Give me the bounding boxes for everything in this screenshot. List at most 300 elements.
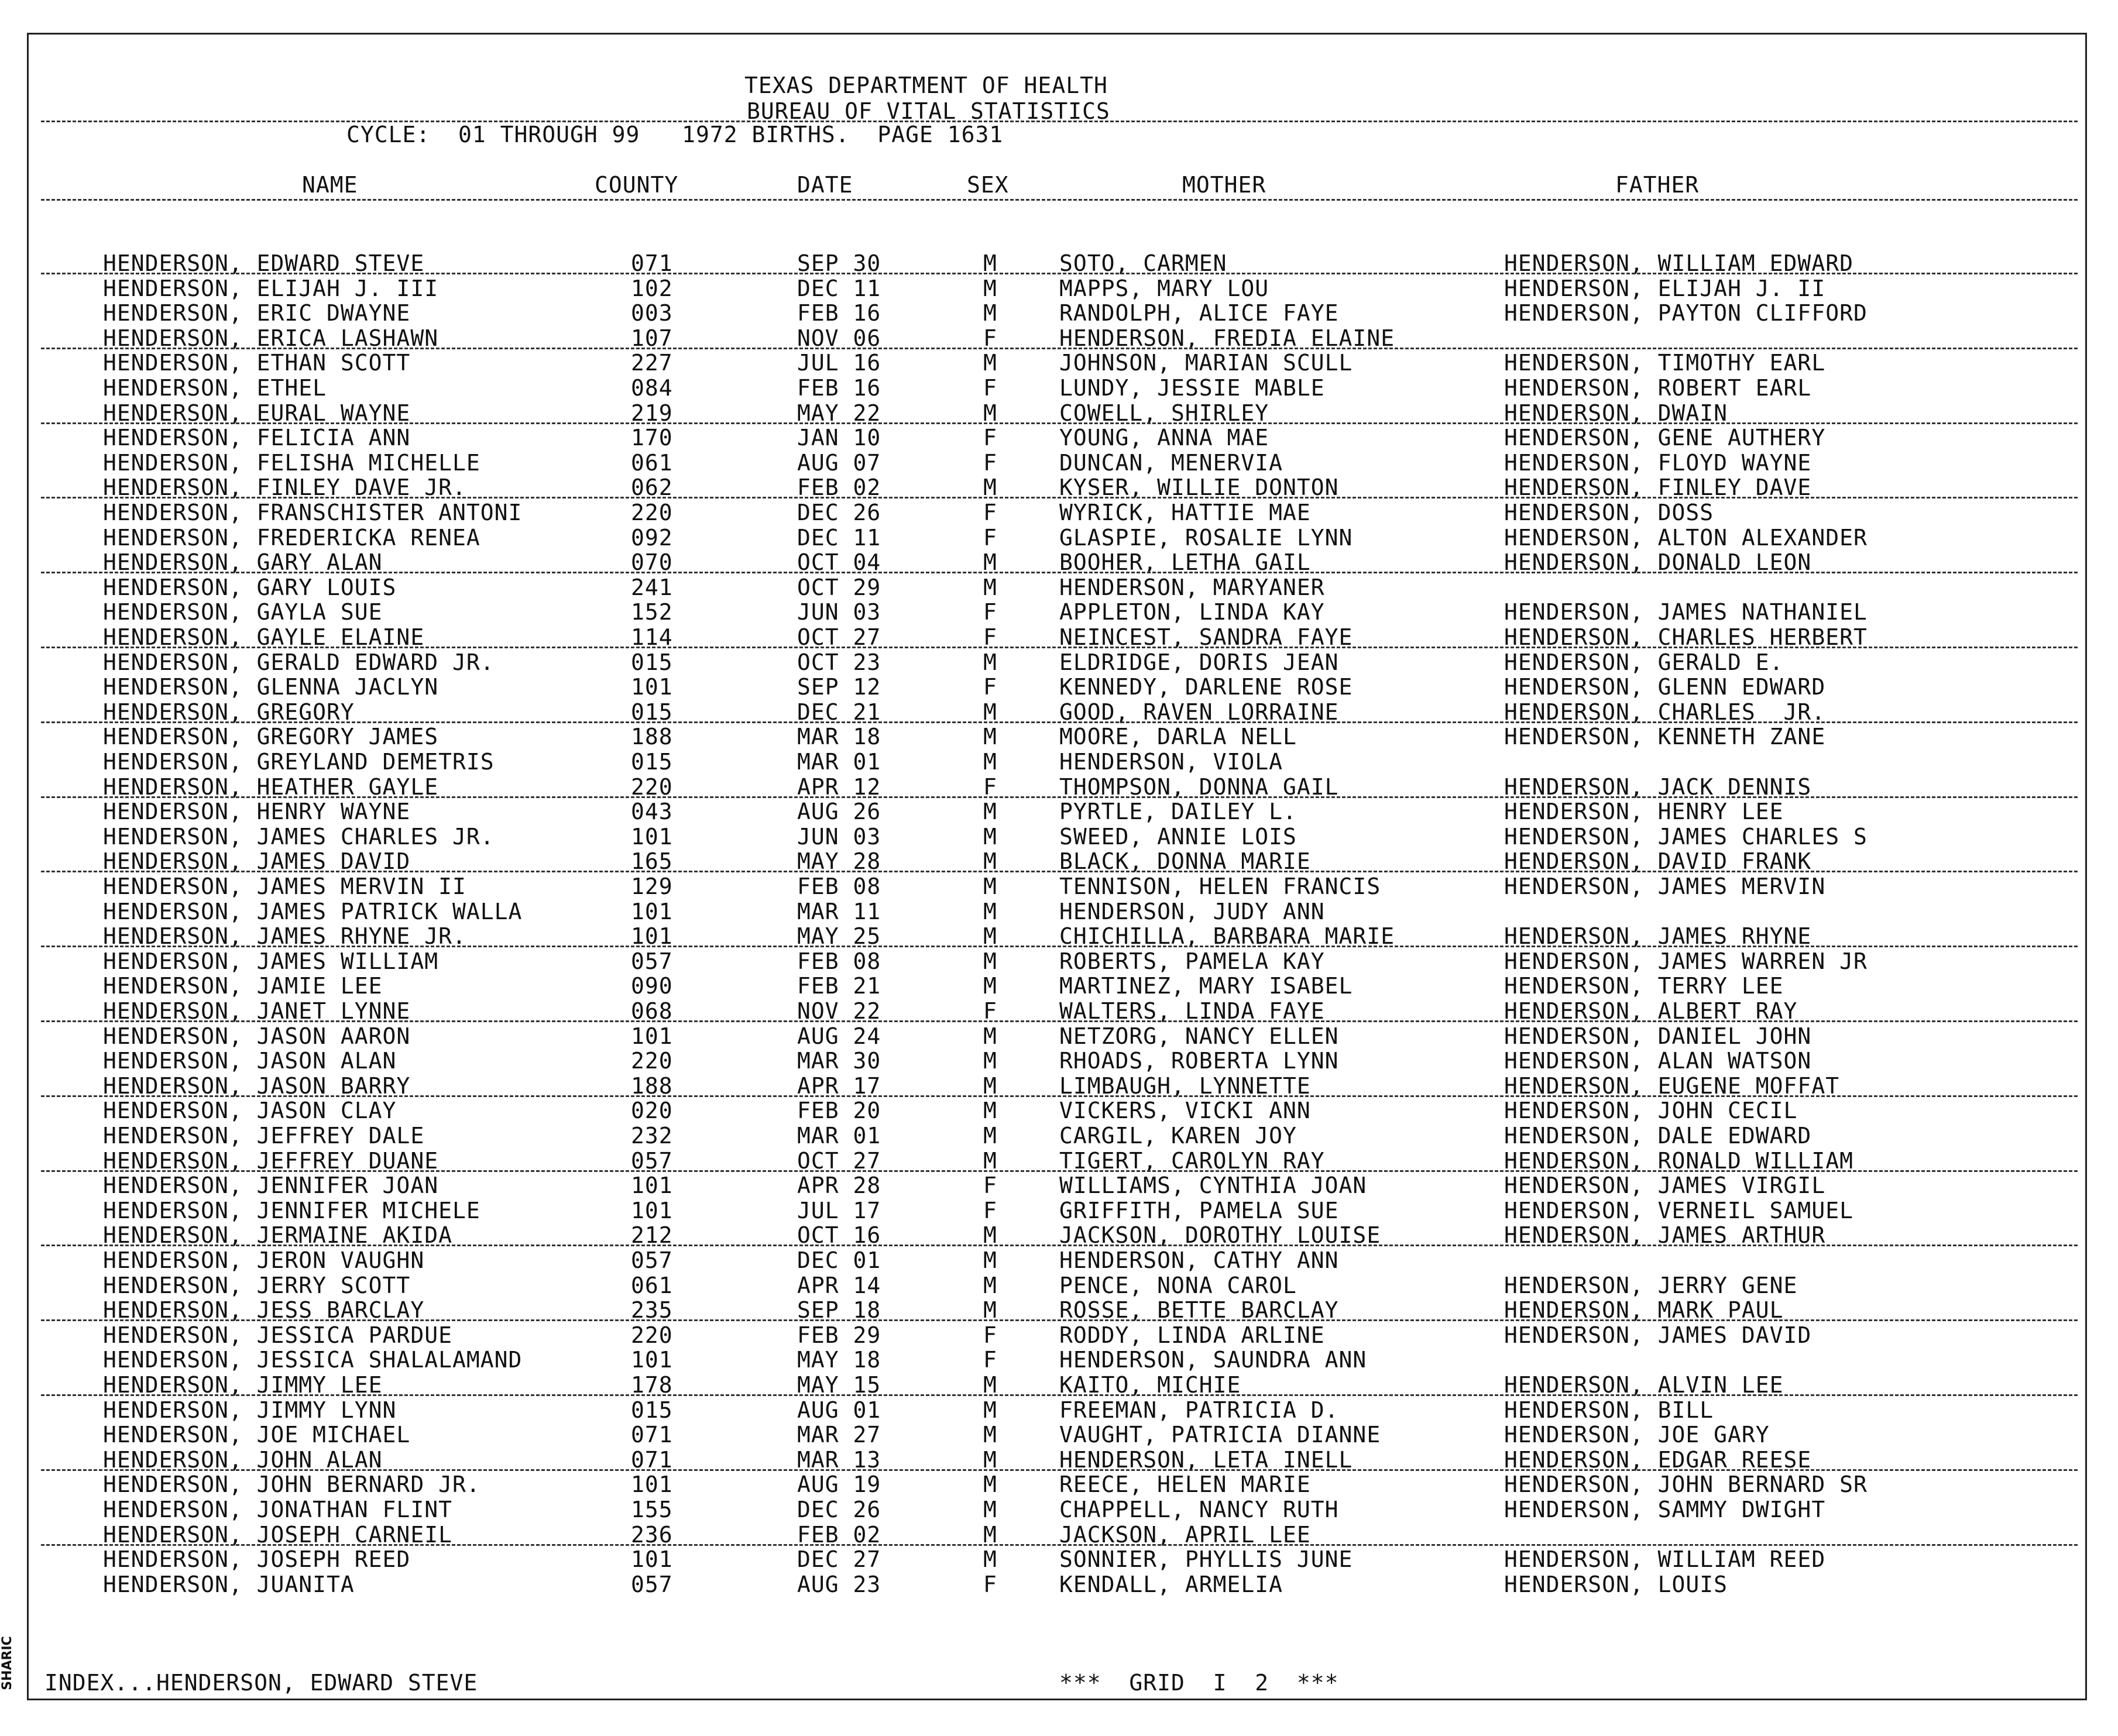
record-father: HENDERSON, GLENN EDWARD bbox=[1504, 674, 1826, 700]
record-name: HENDERSON, FREDERICKA RENEA bbox=[103, 524, 480, 551]
record-county: 101 bbox=[631, 823, 673, 850]
record-sex: M bbox=[983, 475, 997, 501]
record-sex: M bbox=[983, 724, 997, 750]
record-name: HENDERSON, JESS BARCLAY bbox=[103, 1297, 425, 1324]
record-sex: M bbox=[983, 898, 997, 924]
record-sex: F bbox=[983, 998, 997, 1024]
record-date: AUG 26 bbox=[797, 799, 881, 825]
record-father: HENDERSON, EDGAR REESE bbox=[1504, 1446, 1812, 1473]
record-date: MAR 01 bbox=[797, 1123, 881, 1149]
record-mother: BOOHER, LETHA GAIL bbox=[1059, 549, 1311, 576]
record-county: 015 bbox=[631, 749, 673, 775]
record-name: HENDERSON, JOSEPH CARNEIL bbox=[103, 1521, 452, 1548]
record-mother: ROSSE, BETTE BARCLAY bbox=[1059, 1297, 1339, 1324]
record-date: AUG 23 bbox=[797, 1571, 881, 1597]
row-rule bbox=[41, 1469, 2078, 1471]
record-county: 101 bbox=[631, 1347, 673, 1373]
record-father: HENDERSON, DAVID FRANK bbox=[1504, 848, 1812, 875]
record-father: HENDERSON, JAMES DAVID bbox=[1504, 1322, 1812, 1348]
record-date: AUG 24 bbox=[797, 1023, 881, 1049]
record-mother: FREEMAN, PATRICIA D. bbox=[1059, 1397, 1339, 1423]
record-date: FEB 16 bbox=[797, 300, 881, 326]
record-father: HENDERSON, GERALD E. bbox=[1504, 649, 1784, 675]
record-father: HENDERSON, TERRY LEE bbox=[1504, 973, 1784, 999]
record-father: HENDERSON, JAMES CHARLES S bbox=[1504, 823, 1868, 850]
record-father: HENDERSON, JAMES NATHANIEL bbox=[1504, 599, 1868, 625]
record-name: HENDERSON, JERON VAUGHN bbox=[103, 1247, 425, 1273]
record-name: HENDERSON, ELIJAH J. III bbox=[103, 275, 439, 301]
record-sex: M bbox=[983, 250, 997, 276]
record-mother: JACKSON, APRIL LEE bbox=[1059, 1521, 1311, 1548]
record-county: 232 bbox=[631, 1123, 673, 1149]
record-county: 062 bbox=[631, 475, 673, 501]
record-date: SEP 18 bbox=[797, 1297, 881, 1324]
column-header-rule bbox=[41, 199, 2078, 201]
record-sex: M bbox=[983, 1072, 997, 1099]
record-sex: F bbox=[983, 624, 997, 650]
record-sex: M bbox=[983, 1048, 997, 1074]
row-rule bbox=[41, 497, 2078, 499]
record-mother: HENDERSON, SAUNDRA ANN bbox=[1059, 1347, 1367, 1373]
record-county: 101 bbox=[631, 1173, 673, 1199]
record-name: HENDERSON, JAMIE LEE bbox=[103, 973, 383, 999]
record-sex: M bbox=[983, 1297, 997, 1324]
record-date: DEC 11 bbox=[797, 275, 881, 301]
record-date: JUL 17 bbox=[797, 1197, 881, 1223]
record-sex: M bbox=[983, 1446, 997, 1473]
record-mother: CHICHILLA, BARBARA MARIE bbox=[1059, 923, 1395, 950]
bureau-title: BUREAU OF VITAL STATISTICS bbox=[747, 98, 1110, 124]
record-father: HENDERSON, RONALD WILLIAM bbox=[1504, 1147, 1853, 1174]
record-mother: HENDERSON, FREDIA ELAINE bbox=[1059, 325, 1395, 351]
record-mother: LUNDY, JESSIE MABLE bbox=[1059, 375, 1325, 401]
record-father: HENDERSON, HENRY LEE bbox=[1504, 799, 1784, 825]
record-name: HENDERSON, GLENNA JACLYN bbox=[103, 674, 439, 700]
record-mother: NEINCEST, SANDRA FAYE bbox=[1059, 624, 1353, 650]
record-father: HENDERSON, DOSS bbox=[1504, 500, 1714, 525]
record-name: HENDERSON, GARY ALAN bbox=[103, 549, 383, 576]
record-mother: CHAPPELL, NANCY RUTH bbox=[1059, 1497, 1339, 1522]
record-mother: HENDERSON, VIOLA bbox=[1059, 749, 1283, 775]
record-father: HENDERSON, JACK DENNIS bbox=[1504, 774, 1812, 800]
record-mother: ELDRIDGE, DORIS JEAN bbox=[1059, 649, 1339, 675]
record-sex: F bbox=[983, 1173, 997, 1199]
record-father: HENDERSON, JOE GARY bbox=[1504, 1422, 1770, 1448]
record-name: HENDERSON, JIMMY LEE bbox=[103, 1372, 383, 1398]
record-sex: M bbox=[983, 1546, 997, 1573]
record-date: SEP 12 bbox=[797, 674, 881, 700]
record-county: 155 bbox=[631, 1497, 673, 1522]
record-county: 057 bbox=[631, 1147, 673, 1174]
agency-title: TEXAS DEPARTMENT OF HEALTH bbox=[744, 73, 1108, 98]
row-rule bbox=[41, 273, 2078, 274]
record-date: OCT 23 bbox=[797, 649, 881, 675]
record-date: MAR 01 bbox=[797, 749, 881, 775]
record-date: MAR 27 bbox=[797, 1422, 881, 1448]
record-father: HENDERSON, JOHN CECIL bbox=[1504, 1098, 1798, 1124]
row-rule bbox=[41, 422, 2078, 424]
record-date: FEB 21 bbox=[797, 973, 881, 999]
record-date: SEP 30 bbox=[797, 250, 881, 276]
record-father: HENDERSON, VERNEIL SAMUEL bbox=[1504, 1197, 1853, 1223]
record-name: HENDERSON, FRANSCHISTER ANTONI bbox=[103, 500, 523, 525]
record-date: AUG 07 bbox=[797, 449, 881, 476]
record-date: AUG 01 bbox=[797, 1397, 881, 1423]
record-date: JUN 03 bbox=[797, 599, 881, 625]
record-date: OCT 04 bbox=[797, 549, 881, 576]
record-mother: RHOADS, ROBERTA LYNN bbox=[1059, 1048, 1339, 1074]
record-sex: M bbox=[983, 1247, 997, 1273]
record-mother: CARGIL, KAREN JOY bbox=[1059, 1123, 1297, 1149]
record-father: HENDERSON, DWAIN bbox=[1504, 400, 1728, 426]
record-mother: PYRTLE, DAILEY L. bbox=[1059, 799, 1297, 825]
record-father: HENDERSON, TIMOTHY EARL bbox=[1504, 350, 1826, 376]
record-county: 070 bbox=[631, 549, 673, 576]
record-name: HENDERSON, JERMAINE AKIDA bbox=[103, 1222, 452, 1249]
record-mother: THOMPSON, DONNA GAIL bbox=[1059, 774, 1339, 800]
record-county: 220 bbox=[631, 500, 673, 525]
record-name: HENDERSON, JOHN BERNARD JR. bbox=[103, 1472, 480, 1498]
record-father: HENDERSON, LOUIS bbox=[1504, 1571, 1728, 1597]
record-county: 068 bbox=[631, 998, 673, 1024]
record-father: HENDERSON, ALTON ALEXANDER bbox=[1504, 524, 1868, 551]
record-name: HENDERSON, FINLEY DAVE JR. bbox=[103, 475, 466, 501]
record-date: DEC 11 bbox=[797, 524, 881, 551]
record-mother: HENDERSON, LETA INELL bbox=[1059, 1446, 1353, 1473]
record-father: HENDERSON, FINLEY DAVE bbox=[1504, 475, 1812, 501]
record-sex: M bbox=[983, 1397, 997, 1423]
record-mother: SOTO, CARMEN bbox=[1059, 250, 1227, 276]
record-county: 220 bbox=[631, 1048, 673, 1074]
record-date: MAY 25 bbox=[797, 923, 881, 950]
record-mother: MARTINEZ, MARY ISABEL bbox=[1059, 973, 1353, 999]
record-mother: KYSER, WILLIE DONTON bbox=[1059, 475, 1339, 501]
record-father: HENDERSON, ALVIN LEE bbox=[1504, 1372, 1784, 1398]
record-date: MAY 18 bbox=[797, 1347, 881, 1373]
record-name: HENDERSON, JEFFREY DUANE bbox=[103, 1147, 439, 1174]
record-county: 227 bbox=[631, 350, 673, 376]
record-county: 188 bbox=[631, 724, 673, 750]
record-father: HENDERSON, WILLIAM EDWARD bbox=[1504, 250, 1853, 276]
record-county: 084 bbox=[631, 375, 673, 401]
record-father: HENDERSON, JAMES VIRGIL bbox=[1504, 1173, 1826, 1199]
record-county: 241 bbox=[631, 574, 673, 600]
record-father: HENDERSON, BILL bbox=[1504, 1397, 1714, 1423]
record-name: HENDERSON, ETHAN SCOTT bbox=[103, 350, 411, 376]
record-sex: M bbox=[983, 799, 997, 825]
record-name: HENDERSON, GAYLA SUE bbox=[103, 599, 383, 625]
record-sex: F bbox=[983, 1347, 997, 1373]
record-county: 101 bbox=[631, 923, 673, 950]
record-sex: F bbox=[983, 774, 997, 800]
record-mother: WYRICK, HATTIE MAE bbox=[1059, 500, 1311, 525]
record-county: 003 bbox=[631, 300, 673, 326]
record-county: 101 bbox=[631, 1546, 673, 1573]
record-name: HENDERSON, GREGORY JAMES bbox=[103, 724, 439, 750]
record-sex: M bbox=[983, 973, 997, 999]
record-county: 101 bbox=[631, 1472, 673, 1498]
record-name: HENDERSON, JANET LYNNE bbox=[103, 998, 411, 1024]
record-sex: M bbox=[983, 948, 997, 974]
record-sex: F bbox=[983, 325, 997, 351]
record-county: 212 bbox=[631, 1222, 673, 1249]
record-county: 092 bbox=[631, 524, 673, 551]
record-county: 101 bbox=[631, 1023, 673, 1049]
col-header-name: NAME bbox=[302, 172, 358, 198]
record-mother: NETZORG, NANCY ELLEN bbox=[1059, 1023, 1339, 1049]
record-name: HENDERSON, FELISHA MICHELLE bbox=[103, 449, 480, 476]
record-county: 071 bbox=[631, 1422, 673, 1448]
record-father: HENDERSON, ALBERT RAY bbox=[1504, 998, 1798, 1024]
record-sex: M bbox=[983, 574, 997, 600]
record-sex: M bbox=[983, 1222, 997, 1249]
record-county: 170 bbox=[631, 425, 673, 451]
record-county: 101 bbox=[631, 1197, 673, 1223]
record-date: MAR 11 bbox=[797, 898, 881, 924]
record-date: OCT 29 bbox=[797, 574, 881, 600]
record-father: HENDERSON, CHARLES HERBERT bbox=[1504, 624, 1868, 650]
record-sex: F bbox=[983, 425, 997, 451]
record-date: DEC 21 bbox=[797, 699, 881, 725]
col-header-sex: SEX bbox=[967, 172, 1009, 198]
record-sex: F bbox=[983, 1197, 997, 1223]
record-county: 152 bbox=[631, 599, 673, 625]
record-date: FEB 29 bbox=[797, 1322, 881, 1348]
record-county: 057 bbox=[631, 948, 673, 974]
record-county: 235 bbox=[631, 1297, 673, 1324]
record-county: 057 bbox=[631, 1571, 673, 1597]
record-mother: TENNISON, HELEN FRANCIS bbox=[1059, 874, 1381, 899]
record-mother: RODDY, LINDA ARLINE bbox=[1059, 1322, 1325, 1348]
record-county: 015 bbox=[631, 699, 673, 725]
record-mother: MOORE, DARLA NELL bbox=[1059, 724, 1297, 750]
record-father: HENDERSON, GENE AUTHERY bbox=[1504, 425, 1826, 451]
col-header-county: COUNTY bbox=[595, 172, 679, 198]
record-date: JUL 16 bbox=[797, 350, 881, 376]
record-name: HENDERSON, JOHN ALAN bbox=[103, 1446, 383, 1473]
record-name: HENDERSON, JENNIFER JOAN bbox=[103, 1173, 439, 1199]
record-county: 107 bbox=[631, 325, 673, 351]
record-name: HENDERSON, JIMMY LYNN bbox=[103, 1397, 397, 1423]
record-sex: M bbox=[983, 1422, 997, 1448]
record-date: NOV 22 bbox=[797, 998, 881, 1024]
record-mother: JACKSON, DOROTHY LOUISE bbox=[1059, 1222, 1381, 1249]
row-rule bbox=[41, 796, 2078, 798]
record-date: DEC 26 bbox=[797, 1497, 881, 1522]
record-date: MAR 30 bbox=[797, 1048, 881, 1074]
record-mother: BLACK, DONNA MARIE bbox=[1059, 848, 1311, 875]
record-sex: M bbox=[983, 1497, 997, 1522]
record-mother: KAITO, MICHIE bbox=[1059, 1372, 1241, 1398]
record-county: 220 bbox=[631, 774, 673, 800]
record-name: HENDERSON, ETHEL bbox=[103, 375, 327, 401]
record-date: FEB 08 bbox=[797, 948, 881, 974]
record-name: HENDERSON, JASON ALAN bbox=[103, 1048, 397, 1074]
record-date: MAY 28 bbox=[797, 848, 881, 875]
record-name: HENDERSON, FELICIA ANN bbox=[103, 425, 411, 451]
record-sex: F bbox=[983, 449, 997, 476]
footer-index: INDEX...HENDERSON, EDWARD STEVE bbox=[44, 1670, 478, 1696]
record-father: HENDERSON, JAMES RHYNE bbox=[1504, 923, 1812, 950]
record-sex: M bbox=[983, 300, 997, 326]
record-date: OCT 16 bbox=[797, 1222, 881, 1249]
record-father: HENDERSON, KENNETH ZANE bbox=[1504, 724, 1826, 750]
record-name: HENDERSON, JAMES RHYNE JR. bbox=[103, 923, 466, 950]
record-sex: M bbox=[983, 874, 997, 899]
record-date: FEB 02 bbox=[797, 1521, 881, 1548]
record-father: HENDERSON, EUGENE MOFFAT bbox=[1504, 1072, 1840, 1099]
record-mother: HENDERSON, JUDY ANN bbox=[1059, 898, 1325, 924]
record-date: APR 12 bbox=[797, 774, 881, 800]
record-date: MAR 18 bbox=[797, 724, 881, 750]
row-rule bbox=[41, 721, 2078, 723]
row-rule bbox=[41, 1394, 2078, 1396]
record-county: 015 bbox=[631, 649, 673, 675]
record-sex: M bbox=[983, 1123, 997, 1149]
record-name: HENDERSON, JENNIFER MICHELE bbox=[103, 1197, 480, 1223]
record-mother: KENDALL, ARMELIA bbox=[1059, 1571, 1283, 1597]
row-rule bbox=[41, 572, 2078, 573]
record-mother: YOUNG, ANNA MAE bbox=[1059, 425, 1269, 451]
row-rule bbox=[41, 1020, 2078, 1022]
record-name: HENDERSON, ERICA LASHAWN bbox=[103, 325, 439, 351]
record-father: HENDERSON, PAYTON CLIFFORD bbox=[1504, 300, 1868, 326]
record-father: HENDERSON, DONALD LEON bbox=[1504, 549, 1812, 576]
record-date: OCT 27 bbox=[797, 624, 881, 650]
record-sex: M bbox=[983, 823, 997, 850]
record-name: HENDERSON, JOE MICHAEL bbox=[103, 1422, 411, 1448]
record-county: 220 bbox=[631, 1322, 673, 1348]
record-father: HENDERSON, MARK PAUL bbox=[1504, 1297, 1784, 1324]
record-sex: M bbox=[983, 1372, 997, 1398]
record-mother: GLASPIE, ROSALIE LYNN bbox=[1059, 524, 1353, 551]
row-rule bbox=[41, 1319, 2078, 1321]
row-rule bbox=[41, 871, 2078, 872]
record-county: 090 bbox=[631, 973, 673, 999]
col-header-father: FATHER bbox=[1615, 172, 1700, 198]
record-mother: WILLIAMS, CYNTHIA JOAN bbox=[1059, 1173, 1367, 1199]
record-mother: GOOD, RAVEN LORRAINE bbox=[1059, 699, 1339, 725]
record-date: AUG 19 bbox=[797, 1472, 881, 1498]
record-mother: SWEED, ANNIE LOIS bbox=[1059, 823, 1297, 850]
record-sex: F bbox=[983, 599, 997, 625]
record-mother: RANDOLPH, ALICE FAYE bbox=[1059, 300, 1339, 326]
record-name: HENDERSON, JERRY SCOTT bbox=[103, 1272, 411, 1298]
col-header-mother: MOTHER bbox=[1182, 172, 1266, 198]
record-name: HENDERSON, GREYLAND DEMETRIS bbox=[103, 749, 495, 775]
record-name: HENDERSON, GAYLE ELAINE bbox=[103, 624, 425, 650]
record-name: HENDERSON, JEFFREY DALE bbox=[103, 1123, 425, 1149]
record-county: 020 bbox=[631, 1098, 673, 1124]
record-name: HENDERSON, JASON BARRY bbox=[103, 1072, 411, 1099]
record-county: 236 bbox=[631, 1521, 673, 1548]
record-sex: F bbox=[983, 500, 997, 525]
record-date: JAN 10 bbox=[797, 425, 881, 451]
record-father: HENDERSON, DALE EDWARD bbox=[1504, 1123, 1812, 1149]
record-county: 061 bbox=[631, 1272, 673, 1298]
side-stamp-label: SHARIC bbox=[0, 1636, 15, 1690]
record-name: HENDERSON, JAMES CHARLES JR. bbox=[103, 823, 495, 850]
record-county: 129 bbox=[631, 874, 673, 899]
record-sex: M bbox=[983, 1272, 997, 1298]
record-mother: LIMBAUGH, LYNNETTE bbox=[1059, 1072, 1311, 1099]
record-mother: HENDERSON, MARYANER bbox=[1059, 574, 1325, 600]
record-date: MAR 13 bbox=[797, 1446, 881, 1473]
record-date: OCT 27 bbox=[797, 1147, 881, 1174]
cycle-line: CYCLE: 01 THROUGH 99 1972 BIRTHS. PAGE 1631 bbox=[346, 122, 1004, 147]
row-rule bbox=[41, 1095, 2078, 1097]
record-sex: F bbox=[983, 1571, 997, 1597]
record-name: HENDERSON, HENRY WAYNE bbox=[103, 799, 411, 825]
record-date: DEC 01 bbox=[797, 1247, 881, 1273]
record-mother: HENDERSON, CATHY ANN bbox=[1059, 1247, 1339, 1273]
row-rule bbox=[41, 348, 2078, 349]
side-stamp bbox=[0, 1632, 21, 1703]
record-father: HENDERSON, ROBERT EARL bbox=[1504, 375, 1812, 401]
record-county: 188 bbox=[631, 1072, 673, 1099]
record-date: FEB 08 bbox=[797, 874, 881, 899]
record-date: DEC 26 bbox=[797, 500, 881, 525]
row-rule bbox=[41, 1544, 2078, 1546]
record-date: MAY 22 bbox=[797, 400, 881, 426]
footer-grid: *** GRID I 2 *** bbox=[1059, 1670, 1339, 1696]
record-date: JUN 03 bbox=[797, 823, 881, 850]
record-sex: M bbox=[983, 400, 997, 426]
record-county: 057 bbox=[631, 1247, 673, 1273]
record-father: HENDERSON, JERRY GENE bbox=[1504, 1272, 1798, 1298]
record-date: FEB 20 bbox=[797, 1098, 881, 1124]
record-date: NOV 06 bbox=[797, 325, 881, 351]
record-name: HENDERSON, JASON AARON bbox=[103, 1023, 411, 1049]
record-date: APR 17 bbox=[797, 1072, 881, 1099]
record-name: HENDERSON, JAMES PATRICK WALLA bbox=[103, 898, 523, 924]
record-mother: ROBERTS, PAMELA KAY bbox=[1059, 948, 1325, 974]
row-rule bbox=[41, 647, 2078, 648]
record-name: HENDERSON, ERIC DWAYNE bbox=[103, 300, 411, 326]
record-mother: VAUGHT, PATRICIA DIANNE bbox=[1059, 1422, 1381, 1448]
record-father: HENDERSON, DANIEL JOHN bbox=[1504, 1023, 1812, 1049]
record-mother: REECE, HELEN MARIE bbox=[1059, 1472, 1311, 1498]
record-name: HENDERSON, EURAL WAYNE bbox=[103, 400, 411, 426]
record-name: HENDERSON, GREGORY bbox=[103, 699, 355, 725]
record-father: HENDERSON, JAMES ARTHUR bbox=[1504, 1222, 1826, 1249]
record-county: 101 bbox=[631, 674, 673, 700]
record-father: HENDERSON, ALAN WATSON bbox=[1504, 1048, 1812, 1074]
record-father: HENDERSON, JAMES WARREN JR bbox=[1504, 948, 1868, 974]
record-date: APR 14 bbox=[797, 1272, 881, 1298]
record-name: HENDERSON, JONATHAN FLINT bbox=[103, 1497, 452, 1522]
record-mother: DUNCAN, MENERVIA bbox=[1059, 449, 1283, 476]
record-sex: M bbox=[983, 699, 997, 725]
record-sex: M bbox=[983, 1147, 997, 1174]
record-name: HENDERSON, JAMES WILLIAM bbox=[103, 948, 439, 974]
record-sex: M bbox=[983, 1023, 997, 1049]
row-rule bbox=[41, 1245, 2078, 1246]
record-sex: M bbox=[983, 848, 997, 875]
record-mother: TIGERT, CAROLYN RAY bbox=[1059, 1147, 1325, 1174]
record-name: HENDERSON, JESSICA SHALALAMAND bbox=[103, 1347, 523, 1373]
record-mother: SONNIER, PHYLLIS JUNE bbox=[1059, 1546, 1353, 1573]
record-date: FEB 02 bbox=[797, 475, 881, 501]
record-county: 061 bbox=[631, 449, 673, 476]
record-sex: M bbox=[983, 1098, 997, 1124]
record-mother: VICKERS, VICKI ANN bbox=[1059, 1098, 1311, 1124]
record-name: HENDERSON, GARY LOUIS bbox=[103, 574, 397, 600]
record-name: HENDERSON, JOSEPH REED bbox=[103, 1546, 411, 1573]
record-county: 043 bbox=[631, 799, 673, 825]
record-mother: KENNEDY, DARLENE ROSE bbox=[1059, 674, 1353, 700]
record-sex: F bbox=[983, 375, 997, 401]
